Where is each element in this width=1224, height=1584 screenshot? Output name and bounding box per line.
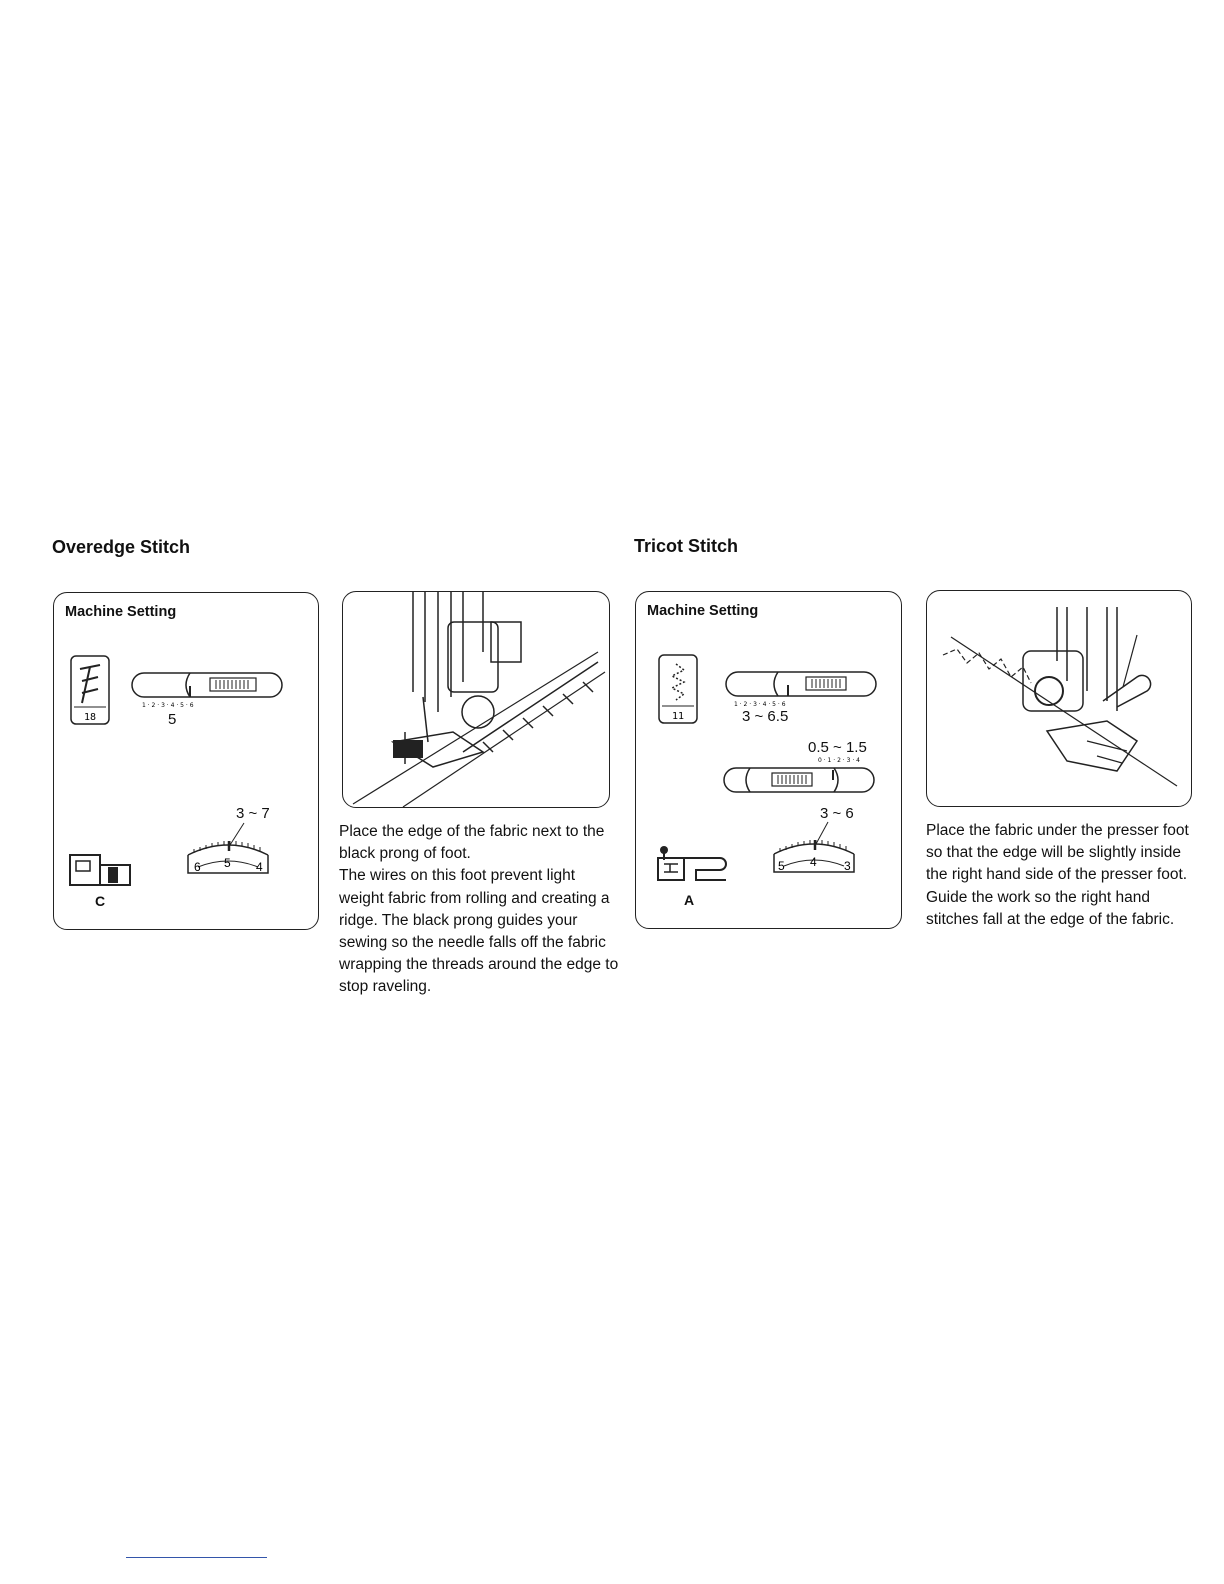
stitch-length-slider-icon <box>722 756 882 796</box>
presser-foot-a-icon <box>656 844 732 888</box>
description-overedge <box>339 821 619 999</box>
description-paragraph: Place the edge of the fabric next to the black prong of foot. <box>339 823 605 863</box>
illustration-panel-tricot <box>926 590 1192 807</box>
tricot-foot-illustration <box>927 591 1191 806</box>
dial-number-right: 3 <box>844 859 851 873</box>
section-title-overedge: Overedge Stitch <box>52 537 191 557</box>
dial-number-left: 6 <box>194 860 201 874</box>
length-value: 0.5 ~ 1.5 <box>808 739 867 756</box>
foot-letter: A <box>684 892 695 908</box>
foot-letter: C <box>95 893 106 909</box>
pattern-number: 18 <box>83 712 97 723</box>
stitch-width-slider-icon <box>724 670 884 710</box>
machine-setting-panel-tricot <box>635 591 902 929</box>
machine-setting-heading: Machine Setting <box>647 603 759 619</box>
description-paragraph: The wires on this foot prevent light weight fabric from rolling and creating a ridge. The black prong guides your sewing so the needle falls off the fabric wrapping the threads around the edge to stop raveling. <box>339 867 619 996</box>
dial-number-center: 4 <box>810 855 817 869</box>
presser-foot-c-icon <box>68 853 134 889</box>
machine-setting-heading: Machine Setting <box>65 604 177 620</box>
width-value: 5 <box>168 711 177 728</box>
tension-value: 3 ~ 6 <box>820 805 854 822</box>
dial-number-right: 4 <box>256 860 263 874</box>
width-scale: 1 · 2 · 3 · 4 · 5 · 6 <box>734 701 786 708</box>
tension-dial-icon <box>184 821 274 891</box>
dial-number-left: 5 <box>778 859 785 873</box>
stitch-pattern-icon <box>658 654 700 726</box>
illustration-panel-overedge <box>342 591 610 808</box>
section-title-tricot: Tricot Stitch <box>634 536 739 556</box>
tension-value: 3 ~ 7 <box>236 805 270 822</box>
description-paragraph: Guide the work so the right hand stitches fall at the edge of the fabric. <box>926 888 1175 928</box>
footer-rule <box>126 1557 267 1558</box>
machine-setting-panel-overedge <box>53 592 319 930</box>
width-scale: 1 · 2 · 3 · 4 · 5 · 6 <box>142 702 194 709</box>
length-scale: 0 · 1 · 2 · 3 · 4 <box>818 757 860 764</box>
description-paragraph: Place the fabric under the presser foot so that the edge will be slightly inside the right hand side of the presser foot. <box>926 822 1189 884</box>
pattern-number: 11 <box>671 711 685 722</box>
width-value: 3 ~ 6.5 <box>742 708 789 725</box>
overedge-foot-illustration <box>343 592 609 807</box>
dial-number-center: 5 <box>224 856 231 870</box>
stitch-width-slider-icon <box>130 671 290 711</box>
tension-dial-icon <box>770 820 860 890</box>
stitch-pattern-icon <box>70 655 112 727</box>
description-tricot <box>926 820 1206 931</box>
